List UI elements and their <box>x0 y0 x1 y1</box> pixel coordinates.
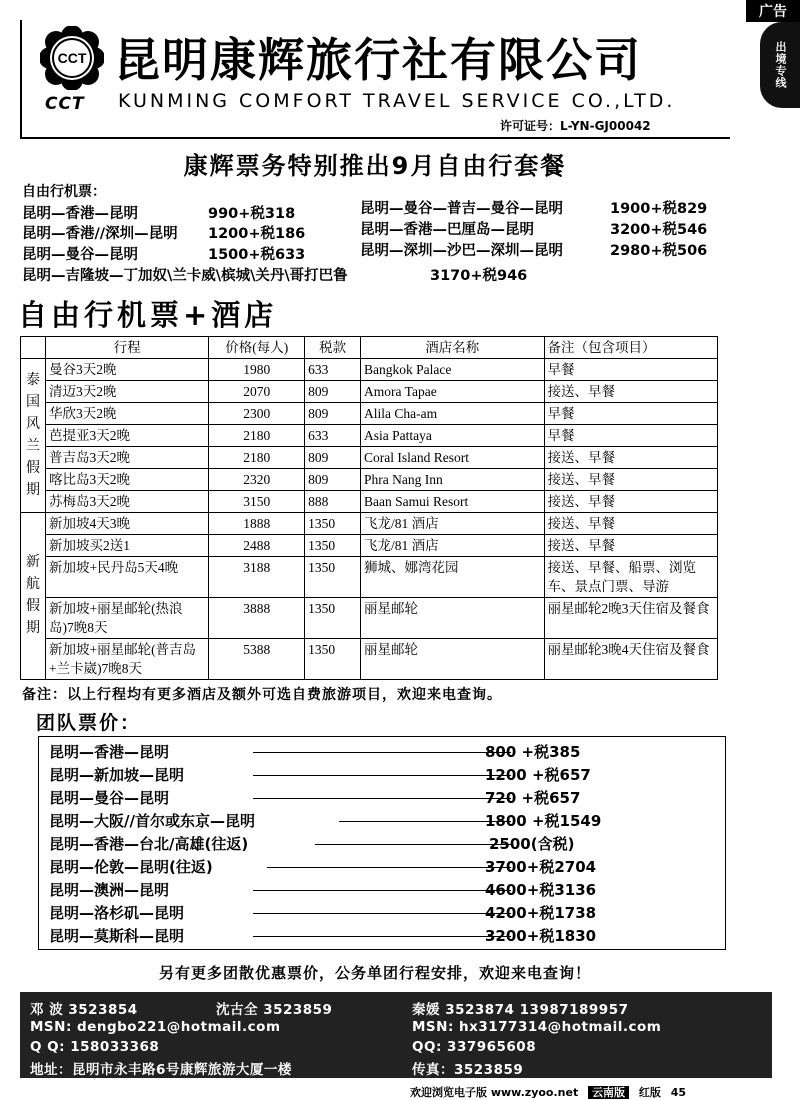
notes-cell: 接送、早餐 <box>544 469 717 491</box>
price-cell: 2180 <box>209 425 305 447</box>
hotel-cell: Alila Cha-am <box>361 403 544 425</box>
header-group-cell <box>21 337 46 359</box>
header-divider <box>20 137 730 139</box>
itinerary-cell: 普吉岛3天2晚 <box>45 447 208 469</box>
contact-1: 邓 波 3523854 <box>30 1002 138 1018</box>
group-fare-price: 4200+税1738 <box>485 904 597 922</box>
group-fare-route: 昆明—伦敦—昆明(往返) <box>49 858 213 876</box>
tax-cell: 809 <box>305 381 361 403</box>
tax-cell: 1350 <box>305 557 361 598</box>
table-row <box>21 639 718 680</box>
price-cell: 2070 <box>209 381 305 403</box>
itinerary-cell: 华欣3天2晚 <box>45 403 208 425</box>
group-fare-route: 昆明—新加坡—昆明 <box>49 766 185 784</box>
table-row <box>21 359 718 381</box>
tax-cell: 809 <box>305 403 361 425</box>
notes-cell: 早餐 <box>544 403 717 425</box>
leader-line <box>253 752 511 753</box>
price-cell: 3888 <box>209 598 305 639</box>
table-row <box>21 491 718 513</box>
group-fare-route: 昆明—香港—昆明 <box>49 743 170 761</box>
notes-cell: 接送、早餐 <box>544 447 717 469</box>
group-label-thailand: 泰国风兰假期 <box>21 359 46 513</box>
package-note: 备注：以上行程均有更多酒店及额外可选自费旅游项目，欢迎来电查询。 <box>22 687 502 703</box>
logo-inner-text: CCT <box>57 50 87 66</box>
group-fare-route: 昆明—大阪//首尔或东京—昆明 <box>49 812 255 830</box>
hotel-cell: 飞龙/81 酒店 <box>361 535 544 557</box>
tax-cell: 1350 <box>305 639 361 680</box>
price-cell: 3188 <box>209 557 305 598</box>
notes-cell: 丽星邮轮2晚3天住宿及餐食 <box>544 598 717 639</box>
hotel-cell: 飞龙/81 酒店 <box>361 513 544 535</box>
group-fare-price: 800 +税385 <box>485 743 581 761</box>
tax-cell: 809 <box>305 469 361 491</box>
site-text: 欢迎浏览电子版 www.zyoo.net <box>410 1086 579 1099</box>
leader-line <box>253 798 511 799</box>
hotel-cell: Baan Samui Resort <box>361 491 544 513</box>
flight-left-route-3: 昆明—曼谷—昆明 <box>22 247 138 263</box>
headline: 康辉票务特别推出9月自由行套餐 <box>183 152 567 180</box>
edition-tag: 云南版 <box>588 1086 629 1099</box>
table-row <box>21 513 718 535</box>
itinerary-cell: 清迈3天2晚 <box>45 381 208 403</box>
tax-cell: 1350 <box>305 535 361 557</box>
header-hotel: 酒店名称 <box>361 337 544 359</box>
flight-long-route: 昆明—吉隆坡—丁加奴\兰卡威\槟城\关丹\哥打巴鲁 <box>22 268 348 284</box>
flight-left-price-1: 990+税318 <box>208 206 296 222</box>
ad-tag: 广告 <box>746 0 800 22</box>
itinerary-cell: 新加坡买2送1 <box>45 535 208 557</box>
group-fare-route: 昆明—澳洲—昆明 <box>49 881 170 899</box>
group-fare-route: 昆明—香港—台北/高雄(往返) <box>49 835 249 853</box>
flight-left-price-2: 1200+税186 <box>208 226 306 242</box>
header-price: 价格(每人) <box>209 337 305 359</box>
tax-cell: 633 <box>305 359 361 381</box>
group-fare-price: 1800 +税1549 <box>485 812 602 830</box>
itinerary-cell: 喀比岛3天2晚 <box>45 469 208 491</box>
license-number: 许可证号：L-YN-GJ00042 <box>500 119 651 133</box>
flight-right-price-2: 3200+税546 <box>610 222 708 238</box>
qq-1: Q Q: 158033368 <box>30 1039 160 1055</box>
group-fare-route: 昆明—曼谷—昆明 <box>49 789 170 807</box>
tax-cell: 888 <box>305 491 361 513</box>
price-cell: 5388 <box>209 639 305 680</box>
tax-cell: 1350 <box>305 513 361 535</box>
qq-2: QQ: 337965608 <box>412 1039 537 1055</box>
group-fare-price: 2500(含税) <box>489 835 575 853</box>
group-fare-route: 昆明—莫斯科—昆明 <box>49 927 185 945</box>
header-notes: 备注（包含项目） <box>544 337 717 359</box>
itinerary-cell: 新加坡+丽星邮轮(普吉岛+兰卡崴)7晚8天 <box>45 639 208 680</box>
page-number: 45 <box>670 1086 687 1099</box>
tax-cell: 633 <box>305 425 361 447</box>
notes-cell: 接送、早餐 <box>544 491 717 513</box>
flight-left-route-2: 昆明—香港//深圳—昆明 <box>22 226 178 242</box>
leader-line <box>253 913 511 914</box>
section-label: 红版 <box>638 1086 661 1099</box>
hotel-cell: Phra Nang Inn <box>361 469 544 491</box>
msn-2: MSN: hx3177314@hotmail.com <box>412 1019 662 1035</box>
group-fare-title: 团队票价： <box>36 712 142 734</box>
flight-section-title: 自由行机票： <box>22 184 106 200</box>
flight-left-price-3: 1500+税633 <box>208 247 306 263</box>
table-row <box>21 425 718 447</box>
itinerary-cell: 新加坡+民丹岛5天4晚 <box>45 557 208 598</box>
table-row <box>21 447 718 469</box>
more-offers-line: 另有更多团散优惠票价，公务单团行程安排，欢迎来电查询！ <box>158 964 591 982</box>
table-row <box>21 598 718 639</box>
notes-cell: 接送、早餐、船票、浏览车、景点门票、导游 <box>544 557 717 598</box>
header-left-rule <box>20 20 22 138</box>
package-section-title: 自由行机票+酒店 <box>18 298 278 332</box>
group-fare-price: 720 +税657 <box>485 789 581 807</box>
table-row <box>21 469 718 491</box>
table-header-row <box>21 337 718 359</box>
flight-right-route-2: 昆明—香港—巴厘岛—昆明 <box>360 222 534 238</box>
contact-footer <box>20 992 772 1078</box>
flight-right-price-3: 2980+税506 <box>610 243 708 259</box>
group-fare-box <box>38 736 726 950</box>
group-fare-price: 3200+税1830 <box>485 927 597 945</box>
notes-cell: 早餐 <box>544 359 717 381</box>
group-fare-price: 3700+税2704 <box>485 858 597 876</box>
header-tax: 税款 <box>305 337 361 359</box>
itinerary-cell: 苏梅岛3天2晚 <box>45 491 208 513</box>
bottom-bar <box>410 1084 692 1100</box>
group-fare-route: 昆明—洛杉矶—昆明 <box>49 904 185 922</box>
table-row <box>21 535 718 557</box>
tax-cell: 1350 <box>305 598 361 639</box>
fax: 传真：3523859 <box>412 1062 524 1078</box>
group-label-singapore: 新航假期 <box>21 513 46 680</box>
hotel-cell: 丽星邮轮 <box>361 639 544 680</box>
hotel-cell: Bangkok Palace <box>361 359 544 381</box>
itinerary-cell: 芭提亚3天2晚 <box>45 425 208 447</box>
price-cell: 2488 <box>209 535 305 557</box>
price-cell: 2320 <box>209 469 305 491</box>
logo-text: CCT <box>45 94 85 114</box>
section-side-tab: 出境专线 <box>760 22 800 108</box>
notes-cell: 接送、早餐 <box>544 381 717 403</box>
hotel-cell: Amora Tapae <box>361 381 544 403</box>
flight-right-price-1: 1900+税829 <box>610 201 708 217</box>
leader-line <box>253 775 511 776</box>
itinerary-cell: 新加坡+丽星邮轮(热浪岛)7晚8天 <box>45 598 208 639</box>
leader-line <box>253 936 511 937</box>
price-cell: 1980 <box>209 359 305 381</box>
contact-2: 沈古全 3523859 <box>216 1002 333 1018</box>
notes-cell: 接送、早餐 <box>544 535 717 557</box>
price-cell: 2300 <box>209 403 305 425</box>
contact-3: 秦媛 3523874 13987189957 <box>412 1002 629 1018</box>
flight-right-route-3: 昆明—深圳—沙巴—深圳—昆明 <box>360 243 563 259</box>
notes-cell: 丽星邮轮3晚4天住宿及餐食 <box>544 639 717 680</box>
itinerary-cell: 新加坡4天3晚 <box>45 513 208 535</box>
msn-1: MSN: dengbo221@hotmail.com <box>30 1019 281 1035</box>
flight-long-price: 3170+税946 <box>430 268 528 284</box>
notes-cell: 早餐 <box>544 425 717 447</box>
table-row <box>21 557 718 598</box>
tax-cell: 809 <box>305 447 361 469</box>
price-cell: 2180 <box>209 447 305 469</box>
hotel-cell: Asia Pattaya <box>361 425 544 447</box>
table-row <box>21 403 718 425</box>
company-name-cn: 昆明康辉旅行社有限公司 <box>114 33 642 87</box>
leader-line <box>253 890 511 891</box>
hotel-cell: 狮城、娜湾花园 <box>361 557 544 598</box>
table-row <box>21 381 718 403</box>
company-logo-icon <box>40 26 104 90</box>
company-name-en: KUNMING COMFORT TRAVEL SERVICE CO.,LTD. <box>118 90 676 112</box>
header-itinerary: 行程 <box>45 337 208 359</box>
address: 地址：昆明市永丰路6号康辉旅游大厦一楼 <box>30 1062 292 1078</box>
hotel-cell: Coral Island Resort <box>361 447 544 469</box>
package-table <box>20 336 718 680</box>
flight-right-route-1: 昆明—曼谷—普吉—曼谷—昆明 <box>360 201 563 217</box>
flight-left-route-1: 昆明—香港—昆明 <box>22 206 138 222</box>
notes-cell: 接送、早餐 <box>544 513 717 535</box>
hotel-cell: 丽星邮轮 <box>361 598 544 639</box>
price-cell: 1888 <box>209 513 305 535</box>
itinerary-cell: 曼谷3天2晚 <box>45 359 208 381</box>
price-cell: 3150 <box>209 491 305 513</box>
group-fare-price: 1200 +税657 <box>485 766 591 784</box>
leader-line <box>267 867 511 868</box>
leader-line <box>315 844 511 845</box>
group-fare-price: 4600+税3136 <box>485 881 597 899</box>
